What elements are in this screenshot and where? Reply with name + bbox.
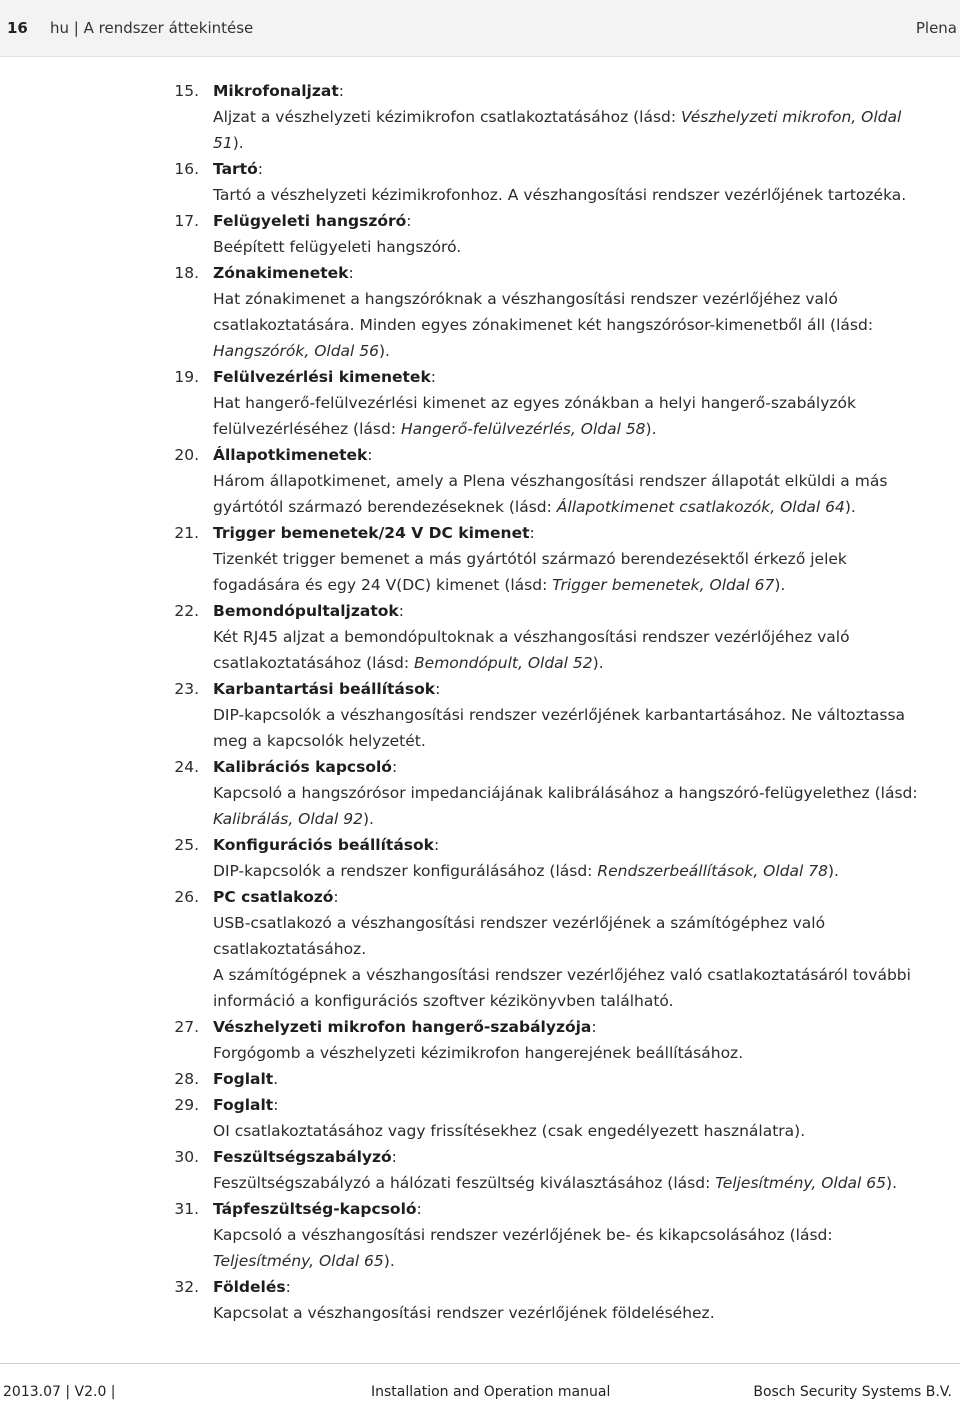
item-term-separator: : [430,368,436,386]
cross-reference: 51 [213,134,233,152]
description-text: csatlakoztatásához (lásd: [213,654,415,672]
item-term-separator: . [273,1070,279,1088]
description-text: Három állapotkimenet, amely a Plena vészhangosítási rendszer állapotát elküldi a más [213,472,888,490]
item-description [213,780,960,832]
item-term: Zónakimenetek [213,264,349,282]
item-number: 19. [174,368,199,386]
description-line [213,962,960,988]
item-number: 31. [174,1200,199,1218]
page-header [0,0,960,57]
item-description [213,468,960,520]
footer-company: Bosch Security Systems B.V. [753,1384,952,1400]
item-description [213,1118,960,1144]
item-term-separator: : [433,836,440,854]
item-term: Felülvezérlési kimenetek [213,368,431,386]
description-line [213,572,960,598]
description-text: USB-csatlakozó a vészhangosítási rendszer vezérlőjének a számítógéphez való [213,914,826,932]
description-line [213,390,960,416]
list-item [0,1014,960,1066]
item-term-separator: : [398,602,404,620]
description-text: ). [886,1174,897,1192]
description-line [213,494,960,520]
list-item [0,78,960,156]
description-text: OI csatlakoztatásához vagy frissítésekhez (csak engedélyezett használatra). [213,1122,806,1140]
cross-reference: Kalibrálás, Oldal 92 [213,810,363,828]
description-text: felülvezérléséhez (lásd: [213,420,401,438]
description-text: ). [383,1252,395,1270]
list-item [0,1196,960,1274]
description-text: ). [232,134,244,152]
list-item [0,208,960,260]
description-text: DIP-kapcsolók a vészhangosítási rendszer vezérlőjének karbantartásához. Ne változtassa [213,706,906,724]
description-line [213,182,960,208]
item-description [213,1300,960,1326]
description-line [213,650,960,676]
cross-reference: Hangerő-felülvezérlés, Oldal 58 [400,420,646,438]
description-text: Tizenkét trigger bemenet a más gyártótól származó berendezésektől érkező jelek [213,550,847,568]
description-line [213,104,960,130]
list-item [0,754,960,832]
description-text: csatlakoztatásához. [213,940,367,958]
item-number: 23. [174,680,199,698]
description-text: Két RJ45 aljzat a bemondópultoknak a vészhangosítási rendszer vezérlőjéhez való [213,628,850,646]
item-term-separator: : [273,1096,279,1114]
description-line [213,702,960,728]
item-term: Feszültségszabályzó [213,1148,392,1166]
list-item [0,598,960,676]
item-number: 20. [174,446,199,464]
item-description [213,104,960,156]
item-term: Tartó [213,160,258,178]
item-heading [174,1066,960,1092]
description-line [213,910,960,936]
item-number: 17. [174,212,199,230]
list-item [0,1274,960,1326]
item-term: Tápfeszültség-kapcsoló [213,1200,417,1218]
cross-reference: Vészhelyzeti mikrofon, Oldal [681,108,902,126]
description-line [213,312,960,338]
item-heading [174,676,960,702]
item-heading [174,208,960,234]
item-heading [174,1092,960,1118]
cross-reference: Teljesítmény, Oldal 65 [213,1252,384,1270]
item-term: Felügyeleti hangszóró [213,212,407,230]
item-term: Állapotkimenetek [213,446,368,464]
breadcrumb: hu | A rendszer áttekintése [50,19,254,37]
description-line [213,988,960,1014]
item-term-separator: : [406,212,412,230]
list-item [0,1144,960,1196]
item-heading [174,1144,960,1170]
description-line [213,130,960,156]
description-line [213,936,960,962]
item-description [213,1222,960,1274]
description-text: Feszültségszabályzó a hálózati feszültség kiválasztásához (lásd: [213,1174,716,1192]
item-heading [174,364,960,390]
list-item [0,520,960,598]
item-heading [174,78,960,104]
cross-reference: Teljesítmény, Oldal 65 [715,1174,887,1192]
item-term-separator: : [348,264,354,282]
item-description [213,702,960,754]
description-line [213,728,960,754]
description-text: meg a kapcsolók helyzetét. [213,732,426,750]
item-heading [174,442,960,468]
description-line [213,468,960,494]
list-item [0,442,960,520]
description-text: Tartó a vészhelyzeti kézimikrofonhoz. A vészhangosítási rendszer vezérlőjének tartozéka. [213,186,907,204]
item-heading [174,1014,960,1040]
item-term: Mikrofonaljzat [213,82,339,100]
item-description [213,546,960,598]
description-line [213,858,960,884]
description-line [213,1248,960,1274]
item-term: Karbantartási beállítások [213,680,436,698]
description-line [213,806,960,832]
item-number: 27. [174,1018,199,1036]
item-term: Trigger bemenetek/24 V DC kimenet [213,524,530,542]
item-number: 15. [174,82,199,100]
item-description [213,1040,960,1066]
description-text: ). [592,654,604,672]
item-term: Földelés [213,1278,286,1296]
item-term-separator: : [333,888,339,906]
item-number: 28. [174,1070,199,1088]
item-term-separator: : [435,680,441,698]
description-text: Kapcsoló a vészhangosítási rendszer vezérlőjének be- és kikapcsolásához (lásd: [213,1226,833,1244]
description-line [213,1118,960,1144]
item-heading [174,754,960,780]
item-number: 16. [174,160,199,178]
cross-reference: Hangszórók, Oldal 56 [213,342,379,360]
item-description [213,910,960,1014]
item-term-separator: : [338,82,344,100]
page-number: 16 [7,19,28,37]
cross-reference: Bemondópult, Oldal 52 [414,654,593,672]
item-description [213,1170,960,1196]
description-text: ). [379,342,390,360]
description-text: Beépített felügyeleti hangszóró. [213,238,462,256]
item-description [213,858,960,884]
cross-reference: Trigger bemenetek, Oldal 67 [552,576,775,594]
description-text: A számítógépnek a vészhangosítási rendszer vezérlőjéhez való csatlakoztatásáról további [213,966,911,984]
item-number: 22. [174,602,199,620]
item-term-separator: : [391,758,398,776]
description-line [213,286,960,312]
item-term: PC csatlakozó [213,888,334,906]
item-heading [174,884,960,910]
item-term: Bemondópultaljzatok [213,602,399,620]
cross-reference: Rendszerbeállítások, Oldal 78 [597,862,828,880]
description-text: DIP-kapcsolók a rendszer konfigurálásához (lásd: [213,862,598,880]
cross-reference: Állapotkimenet csatlakozók, Oldal 64 [556,498,845,516]
item-number: 21. [174,524,199,542]
description-text: ). [774,576,786,594]
list-item [0,676,960,754]
list-item [0,884,960,1014]
item-description [213,286,960,364]
item-term-separator: : [285,1278,291,1296]
item-number: 29. [174,1096,199,1114]
item-term: Kalibrációs kapcsoló [213,758,392,776]
item-heading [174,260,960,286]
description-text: ). [645,420,657,438]
item-description [213,390,960,442]
description-text: Kapcsolat a vészhangosítási rendszer vezérlőjének földeléséhez. [213,1304,715,1322]
description-text: ). [362,810,374,828]
description-text: ). [844,498,856,516]
item-term-separator: : [591,1018,597,1036]
description-line [213,1300,960,1326]
description-text: fogadására és egy 24 V(DC) kimenet (lásd: [213,576,553,594]
description-line [213,1040,960,1066]
footer-document-title: Installation and Operation manual [371,1384,611,1400]
list-item [0,260,960,364]
product-name: Plena [915,19,957,37]
item-description [213,182,960,208]
item-term-separator: : [529,524,535,542]
item-heading [174,598,960,624]
description-line [213,546,960,572]
item-term: Foglalt [213,1096,274,1114]
item-term-separator: : [416,1200,422,1218]
item-term-separator: : [367,446,373,464]
description-line [213,338,960,364]
item-description [213,624,960,676]
item-heading [174,156,960,182]
description-line [213,234,960,260]
item-heading [174,1274,960,1300]
list-item [0,1066,960,1092]
item-number: 26. [174,888,199,906]
description-line [213,416,960,442]
description-text: Hat zónakimenet a hangszóróknak a vészhangosítási rendszer vezérlőjéhez való [213,290,838,308]
description-text: információ a konfigurációs szoftver kézikönyvben található. [213,992,674,1010]
description-text: ). [827,862,839,880]
description-line [213,1222,960,1248]
list-item [0,1092,960,1144]
item-description [213,234,960,260]
item-number: 24. [174,758,199,776]
description-text: csatlakoztatására. Minden egyes zónakimenet két hangszórósor-kimenetből áll (lásd: [213,316,874,334]
description-text: gyártótól származó berendezéseknek (lásd: [213,498,557,516]
item-number: 18. [174,264,199,282]
item-number: 30. [174,1148,199,1166]
item-term-separator: : [391,1148,397,1166]
description-text: Kapcsoló a hangszórósor impedanciájának kalibrálásához a hangszóró-felügyelethez (lásd: [213,784,918,802]
footer-version: 2013.07 | V2.0 | [3,1384,116,1400]
description-line [213,780,960,806]
item-term: Vészhelyzeti mikrofon hangerő-szabályzója [213,1018,592,1036]
item-heading [174,832,960,858]
item-number: 25. [174,836,199,854]
list-item [0,832,960,884]
description-line [213,1170,960,1196]
item-term-separator: : [257,160,263,178]
item-term: Konfigurációs beállítások [213,836,434,854]
item-heading [174,1196,960,1222]
description-line [213,624,960,650]
item-number: 32. [174,1278,199,1296]
item-heading [174,520,960,546]
footer-divider [0,1363,960,1364]
description-text: Aljzat a vészhelyzeti kézimikrofon csatlakoztatásához (lásd: [213,108,682,126]
list-item [0,364,960,442]
component-list [0,78,960,1326]
description-text: Forgógomb a vészhelyzeti kézimikrofon hangerejének beállításához. [213,1044,744,1062]
item-term: Foglalt [213,1070,274,1088]
list-item [0,156,960,208]
description-text: Hat hangerő-felülvezérlési kimenet az egyes zónákban a helyi hangerő-szabályzók [213,394,856,412]
